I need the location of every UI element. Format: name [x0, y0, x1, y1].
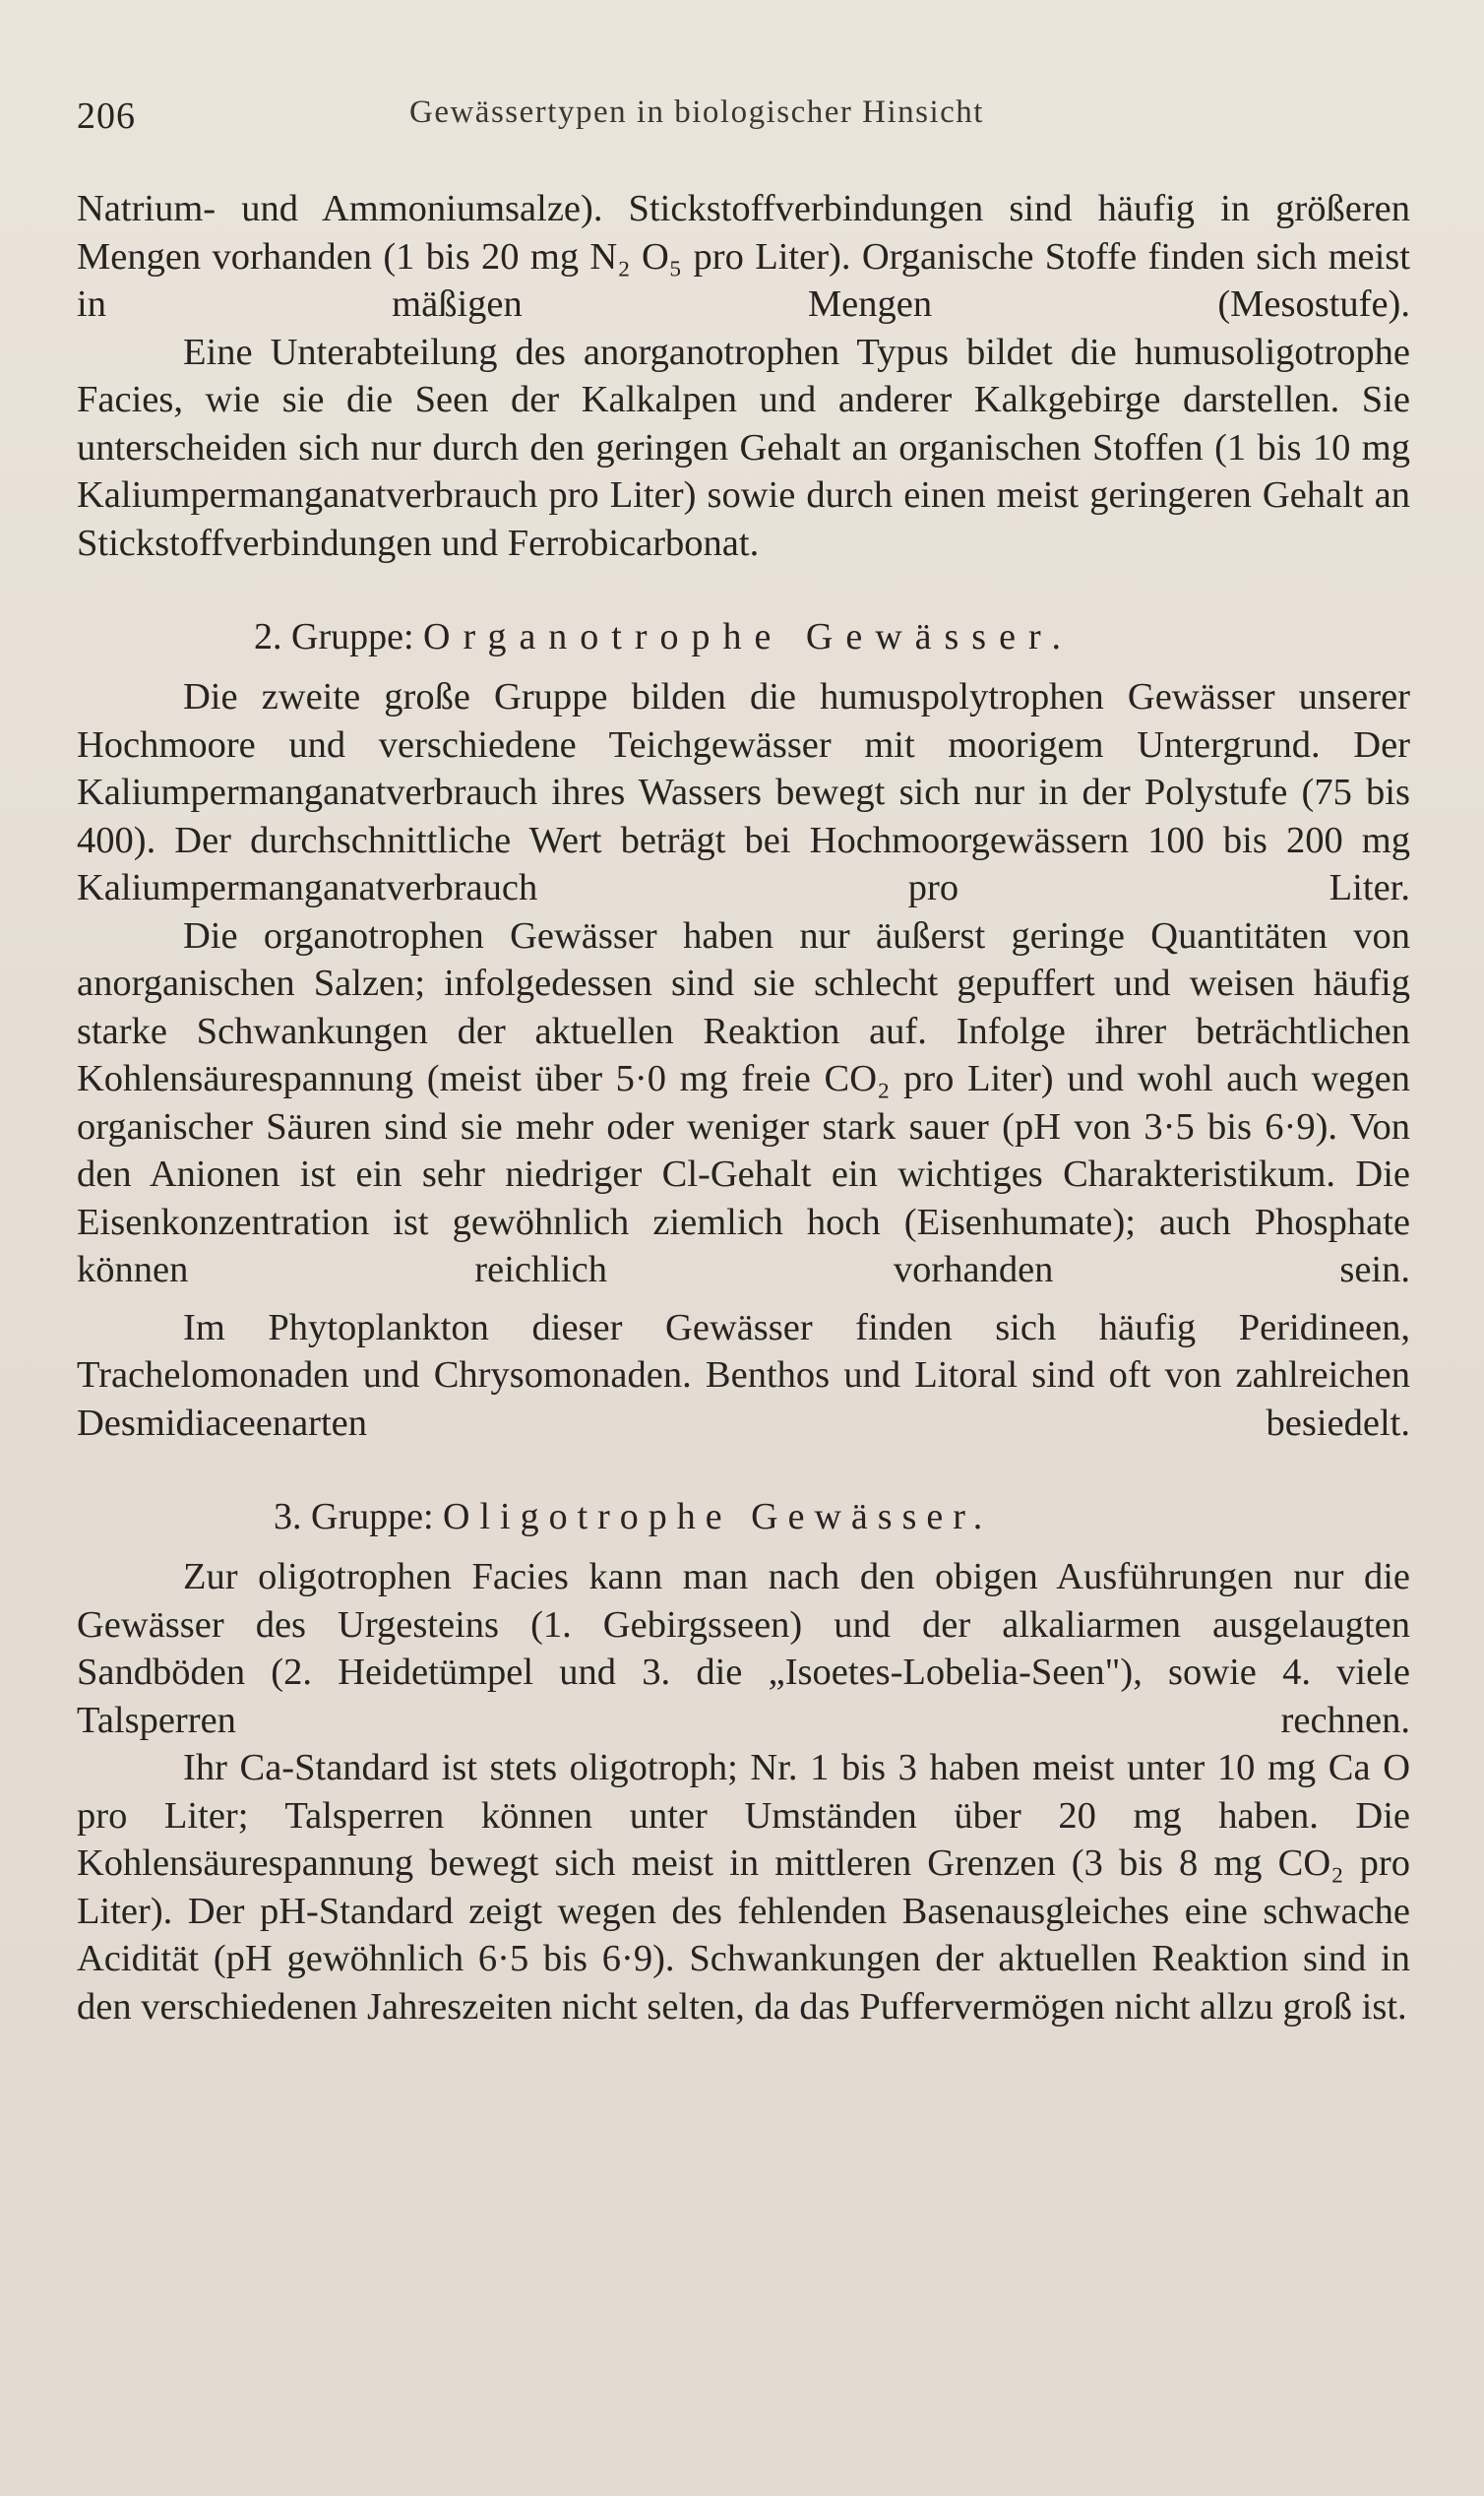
section-gap — [77, 1447, 1410, 1492]
section-heading-group-2 — [77, 612, 1410, 661]
page-number: 206 — [77, 95, 136, 137]
page-header — [77, 94, 1410, 154]
running-title: Gewässertypen in biologischer Hinsicht — [409, 94, 984, 130]
heading-prefix: 2. Gruppe: — [254, 616, 414, 657]
paragraph-3: Die zweite große Gruppe bilden die humuspolytrophen Gewässer unserer Hochmoore und verschiedene Teichgewässer mit moorigem Untergrund. Der Kaliumpermanganatverbrauch ihres Wassers bewegt sich nur in der Polystufe (75 bis 400). Der durchschnittliche Wert beträgt bei Hochmoorgewässern 100 bis 200 mg Kaliumpermanganatverbrauch pro Liter. — [77, 676, 1410, 908]
heading-title: Organotrophe Gewässer. — [423, 616, 1075, 657]
heading-title: Oligotrophe Gewässer. — [443, 1496, 993, 1537]
section-heading-group-3 — [77, 1492, 1410, 1541]
paragraph-5: Im Phytoplankton dieser Gewässer finden sich häufig Peridineen, Trachelomonaden und Chrysomonaden. Benthos und Litoral sind oft von zahlreichen Desmidiaceenarten besiedelt. — [77, 1306, 1410, 1444]
section-gap — [77, 567, 1410, 612]
paragraph-2: Eine Unterabteilung des anorganotrophen Typus bildet die humusoligotrophe Facies, wie sie die Seen der Kalkalpen und anderer Kalkgebirge darstellen. Sie unterscheiden sich nur durch den geringen Gehalt an organischen Stoffen (1 bis 10 mg Kaliumpermanganatverbrauch pro Liter) sowie durch einen meist geringeren Gehalt an Stickstoffverbindungen und Ferrobicarbonat. — [77, 331, 1410, 564]
page-body — [77, 185, 1410, 2030]
paragraph-6: Zur oligotrophen Facies kann man nach den obigen Ausführungen nur die Gewässer des Urgesteins (1. Gebirgsseen) und der alkaliarmen ausgelaugten Sandböden (2. Heidetümpel und 3. die „Isoetes-Lobelia-Seen"), sowie 4. viele Talsperren rechnen. — [77, 1556, 1410, 1741]
paragraph-4: Die organotrophen Gewässer haben nur äußerst geringe Quantitäten von anorganischen Salzen; infolgedessen sind sie schlecht gepuffert und weisen häufig starke Schwankungen der aktuellen Reaktion auf. Infolge ihrer beträchtlichen Kohlensäurespannung (meist über 5·0 mg freie CO₂ pro Liter) und wohl auch wegen organischer Säuren sind sie mehr oder weniger stark sauer (pH von 3·5 bis 6·9). Von den Anionen ist ein sehr niedriger Cl-Gehalt ein wichtiges Charakteristikum. Die Eisenkonzentration ist gewöhnlich ziemlich hoch (Eisenhumate); auch Phosphate können reichlich vorhanden sein. — [77, 914, 1410, 1290]
heading-prefix: 3. Gruppe: — [274, 1496, 434, 1537]
paragraph-1: Natrium- und Ammoniumsalze). Stickstoffverbindungen sind häufig in größeren Mengen vorhanden (1 bis 20 mg N₂ O₅ pro Liter). Organische Stoffe finden sich meist in mäßigen Mengen (Mesostufe). — [77, 188, 1410, 325]
paragraph-7: Ihr Ca-Standard ist stets oligotroph; Nr. 1 bis 3 haben meist unter 10 mg Ca O pro Liter; Talsperren können unter Umständen über 20 mg haben. Die Kohlensäurespannung bewegt sich meist in mittleren Grenzen (3 bis 8 mg CO₂ pro Liter). Der pH-Standard zeigt wegen des fehlenden Basenausgleiches eine schwache Acidität (pH gewöhnlich 6·5 bis 6·9). Schwankungen der aktuellen Reaktion sind in den verschiedenen Jahreszeiten nicht selten, da das Puffervermögen nicht allzu groß ist. — [77, 1747, 1410, 2028]
